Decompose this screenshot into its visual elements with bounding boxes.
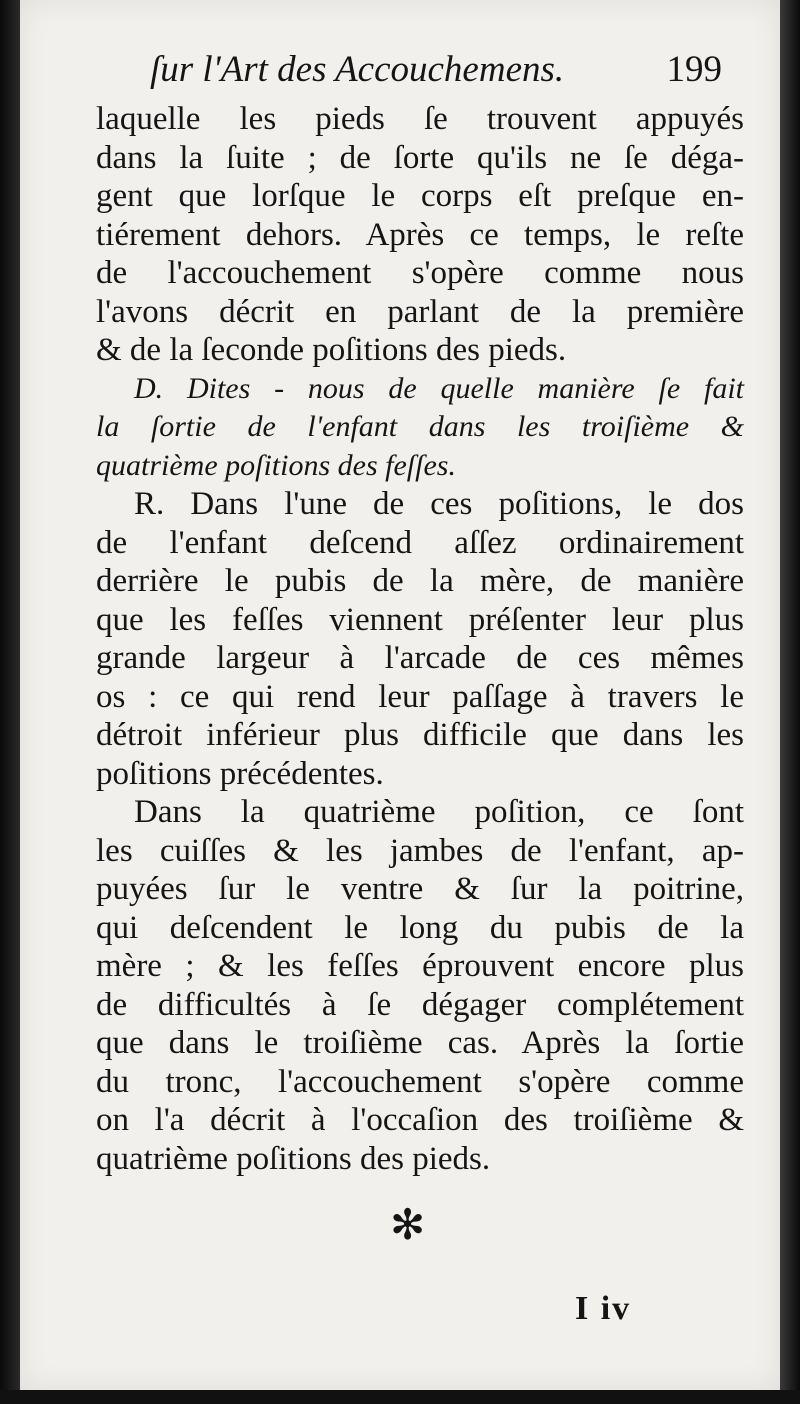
text-line: l'avons décrit en parlant de la première (96, 293, 744, 330)
text-line: os : ce qui rend leur paſſage à travers le (96, 678, 744, 715)
text-line: gent que lorſque le corps eſt preſque en- (96, 178, 744, 214)
text-line: derrière le pubis de la mère, de manière (96, 563, 744, 599)
page-number: 199 (666, 49, 722, 90)
text-line: de l'accouchement s'opère comme nous (96, 255, 744, 291)
text-line: les cuiſſes & les jambes de l'enfant, ap- (96, 832, 744, 869)
text-line: puyées ſur le ventre & ſur la poitrine, (96, 871, 744, 907)
text-line: dans la ſuite ; de ſorte qu'ils ne ſe déga- (96, 139, 744, 176)
text-line: mère ; & les feſſes éprouvent encore plus (96, 948, 744, 984)
ornament-icon: ✻ (390, 1200, 426, 1249)
text-line: Dans la quatrième poſition, ce ſont (134, 794, 744, 830)
text-line: quatrième poſitions des feſſes. (96, 448, 456, 482)
text-line: & de la ſeconde poſitions des pieds. (96, 332, 567, 368)
text-line: de l'enfant deſcend aſſez ordinairement (96, 524, 744, 561)
text-line: grande largeur à l'arcade de ces mêmes (96, 640, 744, 676)
text-line: R. Dans l'une de ces poſitions, le dos (134, 486, 744, 522)
text-line: on l'a décrit à l'occaſion des troiſième & (96, 1102, 744, 1138)
text-line: laquelle les pieds ſe trouvent appuyés (96, 101, 744, 137)
text-line: du tronc, l'accouchement s'opère comme (96, 1063, 744, 1100)
text-line: détroit inférieur plus difficile que dans les (96, 717, 744, 753)
text-line: que les feſſes viennent préſenter leur plus (96, 601, 744, 638)
running-head-title: ſur l'Art des Accouchemens. (150, 49, 565, 90)
page-edge-left (0, 0, 20, 1404)
text-line: de difficultés à ſe dégager complétement (96, 986, 744, 1023)
body-text (96, 100, 744, 1178)
page-edge-bottom (0, 1390, 800, 1404)
running-head (130, 44, 750, 100)
text-line: quatrième poſitions des pieds. (96, 1140, 491, 1177)
signature-mark: I iv (575, 1290, 632, 1327)
text-line: tiérement dehors. Après ce temps, le reſte (96, 216, 744, 253)
text-line: D. Dites - nous de quelle manière ſe fait (134, 371, 744, 405)
text-line: que dans le troiſième cas. Après la ſortie (96, 1025, 744, 1061)
text-line: qui deſcendent le long du pubis de la (96, 909, 744, 946)
page-edge-right (780, 0, 800, 1404)
text-line: poſitions précédentes. (96, 755, 384, 792)
text-line: la ſortie de l'enfant dans les troiſième & (96, 410, 744, 443)
